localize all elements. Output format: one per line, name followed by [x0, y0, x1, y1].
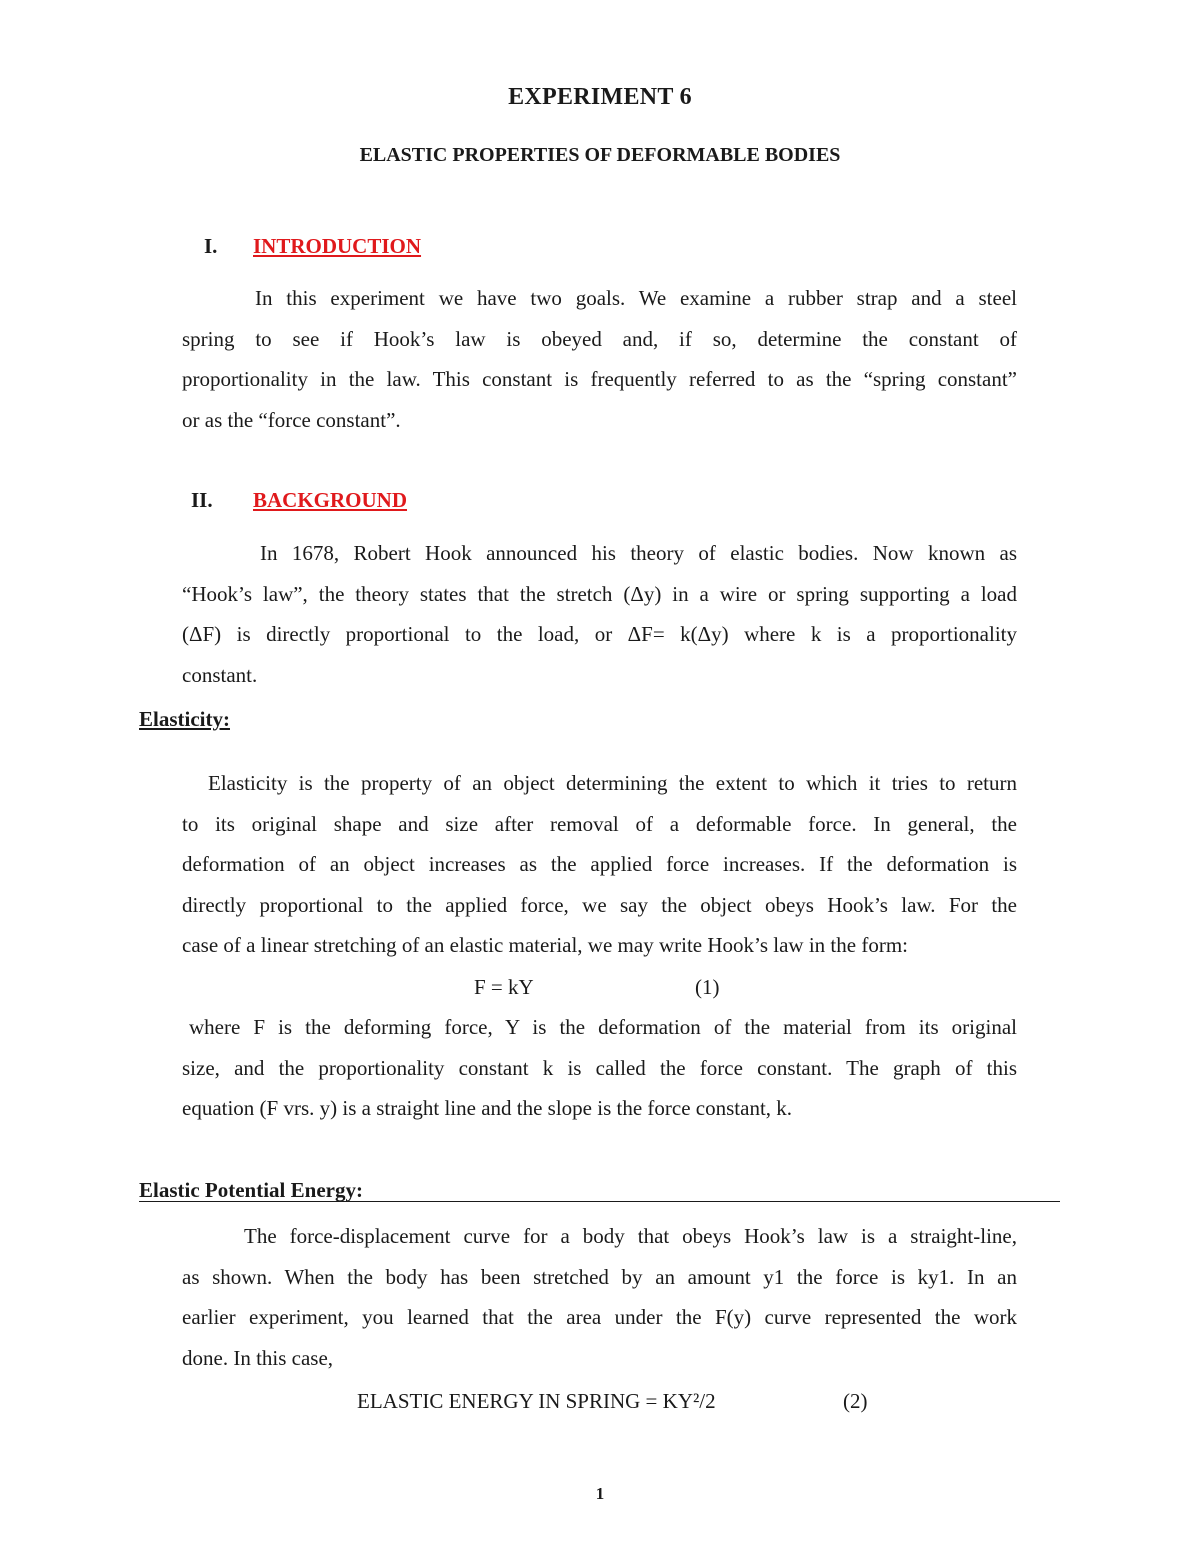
paragraph-line: Elasticity is the property of an object determining the extent to which it tries to return: [208, 771, 1017, 795]
paragraph-line: earlier experiment, you learned that the area under the F(y) curve represented the work: [182, 1305, 1017, 1330]
paragraph-line: In 1678, Robert Hook announced his theory of elastic bodies. Now known as: [260, 541, 1017, 565]
paragraph-line: In this experiment we have two goals. We examine a rubber strap and a steel: [255, 286, 1017, 310]
paragraph-line: deformation of an object increases as the applied force increases. If the deformation is: [182, 852, 1017, 877]
paragraph-line: or as the “force constant”.: [182, 407, 401, 432]
paragraph-line: equation (F vrs. y) is a straight line and the slope is the force constant, k.: [182, 1096, 793, 1121]
paragraph-line: as shown. When the body has been stretched by an amount y1 the force is ky1. In an: [182, 1264, 1017, 1289]
paragraph-line: (ΔF) is directly proportional to the load, or ΔF= k(Δy) where k is a proportionality: [182, 622, 1017, 647]
elasticity-after-paragraph: [182, 1007, 1017, 1129]
section-number: I.: [204, 234, 218, 258]
energy-heading: Elastic Potential Energy:: [139, 1178, 363, 1202]
section-label: BACKGROUND: [253, 488, 408, 512]
paragraph-line: “Hook’s law”, the theory states that the stretch (Δy) in a wire or spring supporting a load: [182, 581, 1017, 606]
document-subtitle: ELASTIC PROPERTIES OF DEFORMABLE BODIES: [359, 144, 841, 166]
paragraph-line: directly proportional to the applied force, we say the object obeys Hook’s law. For the: [182, 892, 1017, 917]
section-heading-background: [0, 488, 1200, 518]
energy-heading-underline: [139, 1201, 1060, 1202]
equation-2-number: (2): [843, 1389, 868, 1413]
paragraph-line: done. In this case,: [182, 1345, 334, 1370]
equation-2: ELASTIC ENERGY IN SPRING = KY²/2: [357, 1389, 716, 1413]
background-paragraph: [182, 533, 1017, 695]
paragraph-line: proportionality in the law. This constant is frequently referred to as the “spring constant”: [182, 367, 1017, 392]
paragraph-line: to its original shape and size after removal of a deformable force. In general, the: [182, 811, 1017, 836]
paragraph-line: case of a linear stretching of an elastic material, we may write Hook’s law in the form:: [182, 933, 908, 958]
paragraph-line: The force-displacement curve for a body that obeys Hook’s law is a straight-line,: [244, 1224, 1017, 1248]
section-number: II.: [191, 488, 213, 512]
page-number: 1: [595, 1484, 605, 1503]
elasticity-heading: Elasticity:: [139, 707, 230, 731]
paragraph-line: size, and the proportionality constant k is called the force constant. The graph of this: [182, 1055, 1017, 1080]
introduction-paragraph: [182, 278, 1017, 440]
energy-paragraph: [182, 1216, 1017, 1378]
document-title: EXPERIMENT 6: [508, 84, 692, 110]
equation-1: F = kY: [474, 975, 534, 999]
section-label: INTRODUCTION: [253, 234, 422, 258]
paragraph-line: where F is the deforming force, Y is the deformation of the material from its original: [189, 1015, 1017, 1039]
section-heading-introduction: [0, 234, 1200, 264]
elasticity-paragraph: [182, 763, 1017, 966]
paragraph-line: constant.: [182, 662, 258, 687]
equation-1-number: (1): [695, 975, 720, 999]
paragraph-line: spring to see if Hook’s law is obeyed and, if so, determine the constant of: [182, 326, 1017, 351]
